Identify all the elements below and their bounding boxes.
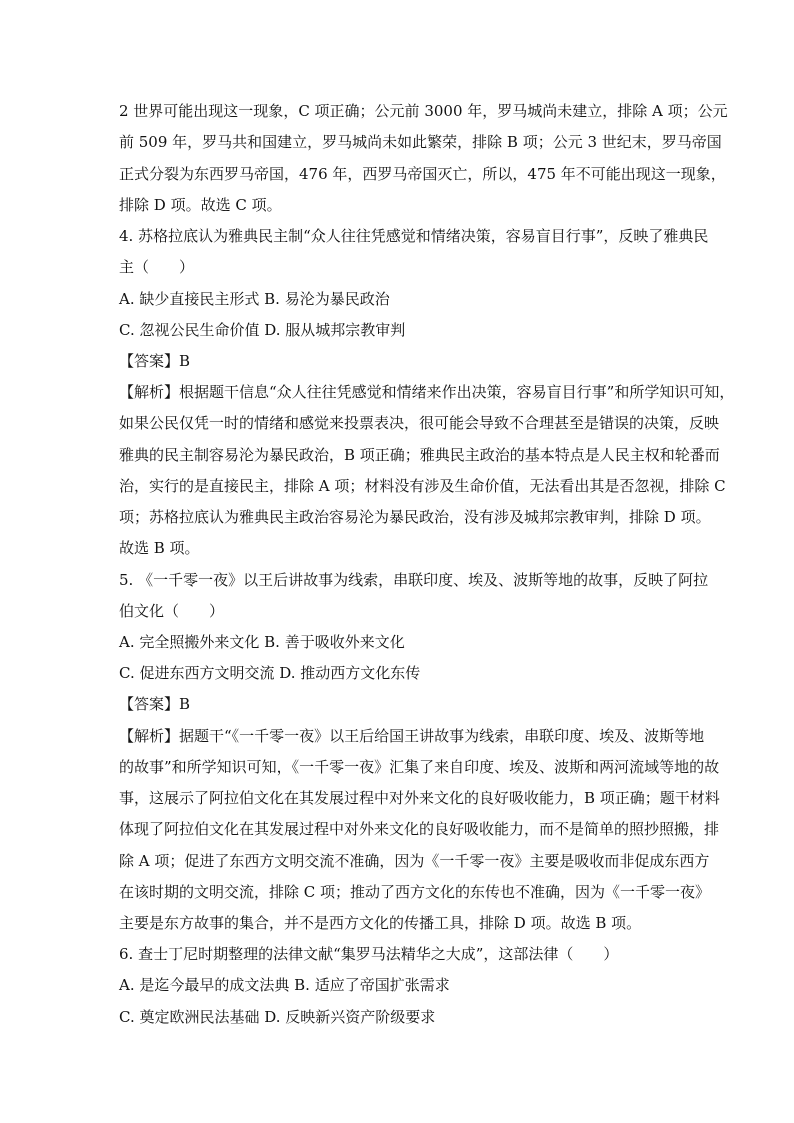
question-5-options: A. 完全照搬外来文化 B. 善于吸收外来文化	[119, 633, 405, 651]
question-4-stem: 主（ ）	[119, 258, 195, 276]
question-6-options: C. 奠定欧洲民法基础 D. 反映新兴资产阶级要求	[119, 1008, 436, 1026]
question-4-options: A. 缺少直接民主形式 B. 易沦为暴民政治	[119, 290, 390, 308]
question-6-options: A. 是迄今最早的成文法典 B. 适应了帝国扩张需求	[119, 976, 450, 994]
question-4-answer: 【答案】B	[119, 352, 191, 370]
question-4-analysis: 如果公民仅凭一时的情绪和感觉来投票表决，很可能会导致不合理甚至是错误的决策，反映	[119, 414, 720, 432]
question-5-analysis: 体现了阿拉伯文化在其发展过程中对外来文化的良好吸收能力，而不是简单的照抄照搬，排	[119, 820, 720, 838]
question-5-analysis: 主要是东方故事的集合，并不是西方文化的传播工具，排除 D 项。故选 B 项。	[119, 914, 642, 932]
question-4-analysis: 【解析】根据题干信息“众人往往凭感觉和情绪来作出决策，容易盲目行事”和所学知识可知，	[119, 383, 735, 401]
question-5-analysis: 除 A 项；促进了东西方文明交流不准确，因为《一千零一夜》主要是吸收而非促成东西方	[119, 852, 710, 870]
question-5-options: C. 促进东西方文明交流 D. 推动西方文化东传	[119, 664, 421, 682]
text-line: 正式分裂为东西罗马帝国，476 年，西罗马帝国灭亡，所以，475 年不可能出现这一现象，	[119, 165, 726, 183]
question-4-analysis: 雅典的民主制容易沦为暴民政治，B 项正确；雅典民主政治的基本特点是人民主权和轮番而	[119, 446, 720, 464]
question-5-analysis: 【解析】据题干“《一千零一夜》以王后给国王讲故事为线索，串联印度、埃及、波斯等地	[119, 727, 705, 745]
question-6-stem: 6. 查士丁尼时期整理的法律文献“集罗马法精华之大成”，这部法律（ ）	[119, 945, 619, 963]
question-5-answer: 【答案】B	[119, 695, 191, 713]
question-5-analysis: 事，这展示了阿拉伯文化在其发展过程中对外来文化的良好吸收能力，B 项正确；题干材料	[119, 789, 720, 807]
question-4-analysis: 治，实行的是直接民主，排除 A 项；材料没有涉及生命价值，无法看出其是否忽视，排除 C	[119, 477, 726, 495]
text-line: 2 世界可能出现这一现象，C 项正确；公元前 3000 年，罗马城尚未建立，排除 A 项；公元	[119, 102, 728, 120]
question-4-analysis: 故选 B 项。	[119, 539, 200, 557]
text-line: 前 509 年，罗马共和国建立，罗马城尚未如此繁荣，排除 B 项；公元 3 世纪末，罗马帝国	[119, 133, 722, 151]
question-5-stem: 伯文化（ ）	[119, 602, 225, 620]
question-4-analysis: 项；苏格拉底认为雅典民主政治容易沦为暴民政治，没有涉及城邦宗教审判，排除 D 项。	[119, 508, 711, 526]
question-4-options: C. 忽视公民生命价值 D. 服从城邦宗教审判	[119, 321, 406, 339]
question-5-analysis: 的故事”和所学知识可知，《一千零一夜》汇集了来自印度、埃及、波斯和两河流域等地的故	[119, 758, 720, 776]
question-5-stem: 5. 《一千零一夜》以王后讲故事为线索，串联印度、埃及、波斯等地的故事，反映了阿拉	[119, 571, 709, 589]
question-4-stem: 4. 苏格拉底认为雅典民主制“众人往往凭感觉和情绪决策，容易盲目行事”，反映了雅典民	[119, 227, 709, 245]
text-line: 排除 D 项。故选 C 项。	[119, 196, 282, 214]
question-5-analysis: 在该时期的文明交流，排除 C 项；推动了西方文化的东传也不准确，因为《一千零一夜》	[119, 883, 711, 901]
